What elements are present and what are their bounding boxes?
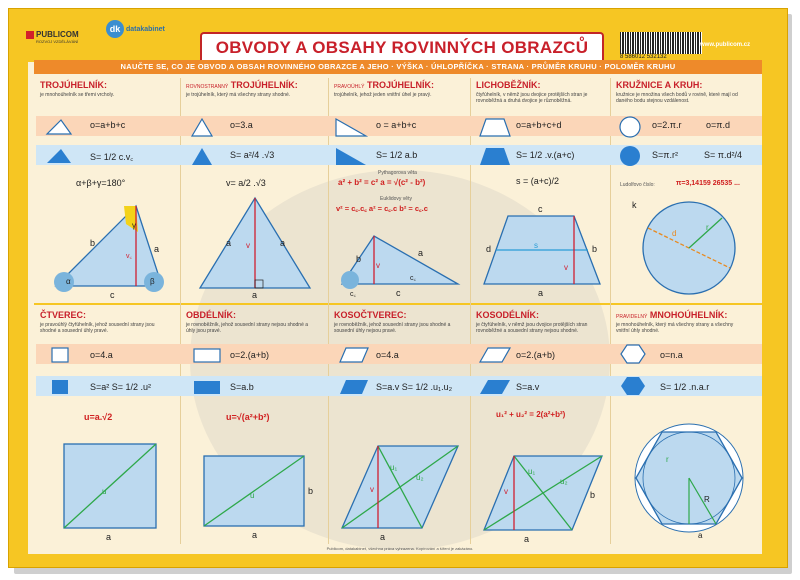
parallelogram-diagonals: u₁² + u₂² = 2(a²+b²) bbox=[496, 410, 566, 419]
po-inner-radius-label: r bbox=[666, 455, 669, 464]
parallelogram-perimeter: o=2.(a+b) bbox=[516, 350, 556, 360]
section-title: KOSOČTVEREC: bbox=[334, 310, 407, 320]
triangle-perimeter: o=a+b+c bbox=[90, 120, 126, 130]
square-area: S=a² S= 1/2 .u² bbox=[90, 382, 152, 392]
trapezoid-midline: s = (a+c)/2 bbox=[516, 176, 560, 186]
section-prefix: PRAVOÚHLÝ bbox=[334, 84, 365, 90]
polygon-perimeter: o=n.a bbox=[660, 350, 683, 360]
rh-side-label: a bbox=[380, 532, 386, 542]
section-description: kružnice je množina všech bodů v rovině, které mají od daného bodu stejnou vzdálenost. bbox=[616, 92, 738, 104]
polygon-area: S= 1/2 .n.a.r bbox=[660, 382, 710, 392]
rh-diagonal2-label: u₂ bbox=[416, 473, 424, 482]
rectangle-outline-icon bbox=[192, 346, 222, 364]
section-parallelogram bbox=[476, 310, 614, 334]
section-title: TROJÚHELNÍK: bbox=[40, 80, 107, 90]
equilateral-height: v= a/2 .√3 bbox=[226, 178, 266, 188]
row-divider bbox=[34, 303, 762, 305]
equilateral-area: S= a²/4 .√3 bbox=[230, 150, 275, 160]
dk-logo-icon: dk bbox=[106, 20, 124, 38]
section-description: je mnohoúhelník, který má všechny strany a všechny vnitřní úhly shodné. bbox=[616, 322, 734, 334]
circle-k-label: k bbox=[632, 200, 637, 210]
publisher-logo bbox=[26, 30, 79, 44]
side-a-label: a bbox=[154, 244, 160, 254]
circle-d-label: d bbox=[672, 229, 677, 238]
section-prefix: ROVNOSTRANNÝ bbox=[186, 84, 229, 90]
rectangle-filled-icon bbox=[192, 378, 222, 396]
section-equilateral bbox=[186, 80, 324, 98]
sq-side-label: a bbox=[106, 532, 112, 542]
triangle-area: S= 1/2 c.v꜀ bbox=[90, 152, 134, 162]
rectangle-diagram bbox=[190, 448, 324, 544]
rectangle-diagonal: u=√(a²+b²) bbox=[226, 412, 270, 422]
square-filled-icon bbox=[50, 378, 72, 396]
rh-height-label: v bbox=[370, 485, 374, 494]
trapezoid-area: S= 1/2 .v.(a+c) bbox=[516, 150, 575, 160]
barcode-number: 8 586012 532132 bbox=[620, 54, 667, 60]
section-right-triangle bbox=[334, 80, 472, 98]
section-prefix: PRAVIDELNÝ bbox=[616, 314, 648, 320]
side-c-label: c bbox=[110, 290, 115, 300]
right-triangle-perimeter: o = a+b+c bbox=[376, 120, 417, 130]
section-title: ČTVEREC: bbox=[40, 310, 87, 320]
section-title: TROJÚHELNÍK: bbox=[367, 80, 434, 90]
rhombus-perimeter: o=4.a bbox=[376, 350, 399, 360]
trapezoid-outline-icon bbox=[478, 116, 512, 138]
section-title: KOSODÉLNÍK: bbox=[476, 310, 539, 320]
pa-diagonal1-label: u₁ bbox=[528, 467, 536, 476]
eq-side-right-label: a bbox=[280, 238, 286, 248]
hexagon-outline-icon bbox=[620, 343, 646, 365]
section-square bbox=[40, 310, 178, 334]
polygon-diagram bbox=[626, 420, 752, 544]
section-description: je trojúhelník, který má všechny strany shodné. bbox=[186, 92, 291, 98]
section-description: je čtyřúhelník, v němž jsou dvojice protějších stran rovnoběžné a sousední strany nejsou shodné. bbox=[476, 322, 588, 334]
rectangle-perimeter: o=2.(a+b) bbox=[230, 350, 270, 360]
circle-perimeter-r: o=2.π.r bbox=[652, 120, 682, 130]
tz-side-a-label: a bbox=[538, 288, 544, 298]
barcode bbox=[620, 32, 702, 54]
brand-name: datakabinet bbox=[125, 25, 165, 33]
square-perimeter: o=4.a bbox=[90, 350, 113, 360]
section-triangle bbox=[40, 80, 178, 98]
hexagon-filled-icon bbox=[620, 375, 646, 397]
footer-copyright: Publicom, datakabinet, všechna práva vyhrazena. Kopírování a šíření je zakázáno. bbox=[326, 546, 474, 551]
publisher-url: www.publicom.cz bbox=[700, 42, 751, 48]
tz-side-d-label: d bbox=[486, 244, 492, 254]
eq-side-left-label: a bbox=[226, 238, 232, 248]
right-triangle-filled-icon bbox=[334, 145, 368, 167]
rt-side-b-label: b bbox=[356, 254, 362, 264]
circle-perimeter-d: o=π.d bbox=[706, 120, 730, 130]
section-polygon bbox=[616, 310, 754, 334]
parallelogram-filled-icon bbox=[478, 378, 512, 396]
tz-side-c-label: c bbox=[538, 204, 543, 214]
eq-side-bottom-label: a bbox=[252, 290, 258, 300]
euclid-label: Euklidovy věty bbox=[380, 196, 412, 202]
section-title: TROJÚHELNÍK: bbox=[230, 80, 298, 90]
rt-segment-b-label: c꜀ bbox=[410, 275, 416, 282]
section-description: je rovnoběžník, jehož sousední strany nejsou shodné a úhly jsou pravé. bbox=[186, 322, 309, 334]
tz-height-label: v bbox=[564, 263, 568, 272]
triangle-diagram bbox=[40, 192, 174, 300]
triangle-filled-icon bbox=[44, 146, 74, 166]
re-diagonal-label: u bbox=[250, 491, 255, 500]
tz-side-b-label: b bbox=[592, 244, 598, 254]
po-side-label: a bbox=[698, 531, 703, 540]
square-diagonal: u=a.√2 bbox=[84, 412, 113, 422]
circle-outline-icon bbox=[618, 115, 642, 139]
parallelogram-outline-icon bbox=[478, 346, 512, 364]
height-label: v꜀ bbox=[126, 253, 132, 260]
brand-logo bbox=[106, 20, 165, 38]
rt-segment-a-label: c꜀ bbox=[350, 291, 356, 298]
right-triangle-area: S= 1/2 a.b bbox=[376, 150, 418, 160]
po-outer-radius-label: R bbox=[704, 495, 710, 504]
pythagoras-formula: a² + b² = c² a = √(c² - b²) bbox=[338, 178, 426, 187]
section-title: OBDÉLNÍK: bbox=[186, 310, 236, 320]
section-title: MNOHOÚHELNÍK: bbox=[649, 310, 728, 320]
equilateral-perimeter: o=3.a bbox=[230, 120, 253, 130]
pa-side-a-label: a bbox=[524, 534, 530, 544]
rectangle-area: S=a.b bbox=[230, 382, 254, 392]
re-side-b-label: b bbox=[308, 486, 314, 496]
tz-midline-label: s bbox=[534, 241, 538, 250]
pa-diagonal2-label: u₂ bbox=[560, 477, 568, 486]
trapezoid-filled-icon bbox=[478, 145, 512, 167]
square-diagram bbox=[50, 440, 170, 544]
title-box bbox=[200, 32, 604, 62]
circle-area-r: S=π.r² bbox=[652, 150, 678, 160]
pythagoras-label: Pythagorova věta bbox=[378, 170, 417, 176]
circle-diagram bbox=[626, 196, 752, 300]
section-trapezoid bbox=[476, 80, 614, 104]
equilateral-filled-icon bbox=[190, 145, 214, 167]
circle-r-label: r bbox=[706, 223, 709, 232]
triangle-outline-icon bbox=[44, 117, 74, 137]
equilateral-diagram bbox=[186, 192, 324, 300]
gamma-label: γ bbox=[132, 221, 136, 230]
sq-diagonal-label: u bbox=[102, 487, 107, 496]
circle-area-d: S= π.d²/4 bbox=[704, 150, 742, 160]
section-description: je mnohoúhelník se třemi vrcholy. bbox=[40, 92, 115, 98]
pa-height-label: v bbox=[504, 487, 508, 496]
rhombus-outline-icon bbox=[338, 346, 370, 364]
section-rectangle bbox=[186, 310, 324, 334]
side-b-label: b bbox=[90, 238, 96, 248]
rhombus-filled-icon bbox=[338, 378, 370, 396]
rhombus-area: S=a.v S= 1/2 .u₁.u₂ bbox=[376, 382, 453, 392]
trapezoid-diagram bbox=[478, 204, 606, 298]
section-title: LICHOBĚŽNÍK: bbox=[476, 80, 541, 90]
publisher-mark-icon bbox=[26, 31, 34, 39]
ludolf-label: Ludolfovo číslo: bbox=[620, 182, 655, 188]
alpha-label: α bbox=[66, 277, 71, 286]
section-description: je pravoúhlý čtyřúhelník, jehož sousední strany jsou shodné a sousední úhly pravé. bbox=[40, 322, 155, 334]
pi-value: π=3,14159 26535 ... bbox=[676, 180, 740, 187]
eq-height-label: v bbox=[246, 241, 250, 250]
section-title: KRUŽNICE A KRUH: bbox=[616, 80, 703, 90]
right-triangle-outline-icon bbox=[334, 116, 368, 138]
rh-diagonal1-label: u₁ bbox=[390, 463, 398, 472]
page-title: OBVODY A OBSAHY ROVINNÝCH OBRAZCŮ bbox=[215, 38, 589, 57]
section-rhombus bbox=[334, 310, 472, 334]
section-circle bbox=[616, 80, 754, 104]
section-description: trojúhelník, jehož jeden vnitřní úhel je pravý. bbox=[334, 92, 432, 98]
rt-side-c-label: c bbox=[396, 288, 401, 298]
square-outline-icon bbox=[50, 346, 72, 364]
parallelogram-area: S=a.v bbox=[516, 382, 540, 392]
perimeter-band-bottom bbox=[36, 344, 762, 364]
rhombus-diagram bbox=[336, 440, 466, 544]
section-description: je rovnoběžník, jehož sousední strany jsou shodné a sousední úhly nejsou pravé. bbox=[334, 322, 451, 334]
circle-filled-icon bbox=[618, 144, 642, 168]
section-description: čtyřúhelník, v němž jsou dvojice protějších stran je rovnoběžná a druhá dvojice je různoběžná. bbox=[476, 92, 588, 104]
re-side-a-label: a bbox=[252, 530, 258, 540]
parallelogram-diagram bbox=[478, 448, 608, 544]
triangle-angle-sum: α+β+γ=180° bbox=[76, 178, 126, 188]
beta-label: β bbox=[150, 277, 155, 286]
publisher-subtitle: ROZVOJ VZDĚLÁVÁNÍ bbox=[36, 39, 79, 44]
pa-side-b-label: b bbox=[590, 490, 596, 500]
rt-height-label: v bbox=[376, 261, 380, 270]
publisher-name: PUBLICOM bbox=[36, 30, 79, 39]
trapezoid-perimeter: o=a+b+c+d bbox=[516, 120, 562, 130]
right-triangle-diagram bbox=[334, 218, 468, 302]
rt-side-a-label: a bbox=[418, 248, 424, 258]
subtitle-banner: NAUČTE SE, CO JE OBVOD A OBSAH ROVINNÉHO OBRAZCE A JEHO · VÝŠKA · ÚHLOPŘÍČKA · STRANA · PRŮMĚR KRUHU · POLOMĚR KRUHU bbox=[34, 60, 762, 74]
euclid-formula: v² = c꜀.c꜀ a² = c꜀.c b² = c꜀.c bbox=[336, 204, 428, 213]
equilateral-outline-icon bbox=[190, 116, 214, 138]
